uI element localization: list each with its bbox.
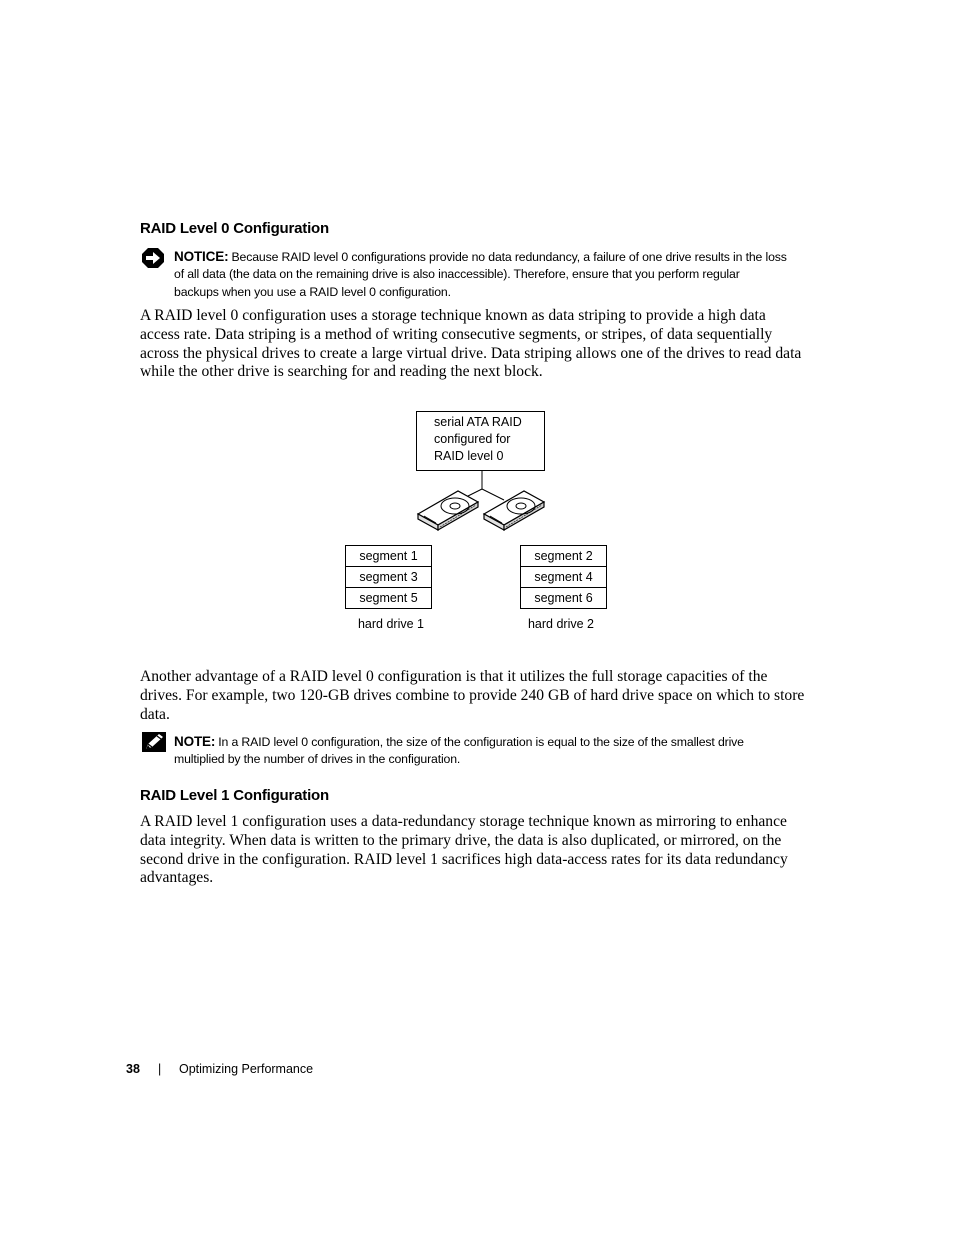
raid-box-line: RAID level 0 xyxy=(434,449,504,463)
drive1-segment: segment 3 xyxy=(345,566,432,588)
drive-connector-graphic xyxy=(410,470,555,532)
paragraph-raid0-advantage xyxy=(140,668,804,724)
paragraph-line: across the physical drives to create a large virtual drive. Data striping allows one of the drives to read data xyxy=(140,344,802,362)
raid-controller-box xyxy=(416,411,545,471)
note-block xyxy=(174,733,824,769)
drive1-segment: segment 5 xyxy=(345,587,432,609)
hard-drive-2-icon xyxy=(484,491,544,530)
footer-section-title: Optimizing Performance xyxy=(179,1062,314,1076)
raid-box-line: serial ATA RAID xyxy=(434,415,522,429)
notice-line: backups when you use a RAID level 0 configuration. xyxy=(174,284,451,299)
paragraph-line: advantages. xyxy=(140,869,214,887)
paragraph-line: access rate. Data striping is a method of writing consecutive segments, or stripes, of data sequentially xyxy=(140,325,773,343)
note-pencil-icon xyxy=(142,732,166,752)
paragraph-raid1-description xyxy=(140,813,788,888)
drive1-label: hard drive 1 xyxy=(357,617,424,631)
raid-box-line: configured for xyxy=(434,432,511,446)
drive2-segment: segment 2 xyxy=(520,545,607,567)
hard-drive-1-icon xyxy=(418,491,478,530)
drive2-segment: segment 4 xyxy=(520,566,607,588)
paragraph-line: drives. For example, two 120-GB drives combine to provide 240 GB of hard drive space on which to store xyxy=(140,686,805,704)
paragraph-line: second drive in the configuration. RAID level 1 sacrifices high data-access rates for its data redundancy xyxy=(140,850,788,868)
paragraph-line: A RAID level 0 configuration uses a storage technique known as data striping to provide a high data xyxy=(140,307,766,324)
drive2-segment: segment 6 xyxy=(520,587,607,609)
drive2-label: hard drive 2 xyxy=(527,617,594,631)
notice-label: NOTICE: xyxy=(174,249,229,264)
paragraph-line: data. xyxy=(140,705,170,723)
note-line: multiplied by the number of drives in the configuration. xyxy=(174,752,461,767)
paragraph-line: while the other drive is searching for and reading the next block. xyxy=(140,363,543,381)
footer-separator: | xyxy=(158,1062,162,1076)
note-label: NOTE: xyxy=(174,734,216,749)
notice-line: of all data (the data on the remaining drive is also inaccessible). Therefore, ensure that you perform regular xyxy=(174,267,740,282)
notice-line: Because RAID level 0 configurations provide no data redundancy, a failure of one drive results in the loss xyxy=(231,250,787,264)
paragraph-line: data integrity. When data is written to the primary drive, the data is also duplicated, or mirrored, on the xyxy=(140,831,782,849)
section-heading-raid0: RAID Level 0 Configuration xyxy=(140,220,329,237)
section-heading-raid1: RAID Level 1 Configuration xyxy=(140,787,329,804)
drive1-segment: segment 1 xyxy=(345,545,432,567)
note-line: In a RAID level 0 configuration, the size of the configuration is equal to the size of the smallest drive xyxy=(218,735,744,749)
paragraph-line: A RAID level 1 configuration uses a data-redundancy storage technique known as mirroring to enhance xyxy=(140,813,787,830)
paragraph-line: Another advantage of a RAID level 0 configuration is that it utilizes the full storage capacities of the xyxy=(140,668,768,685)
page-number: 38 xyxy=(126,1062,140,1076)
